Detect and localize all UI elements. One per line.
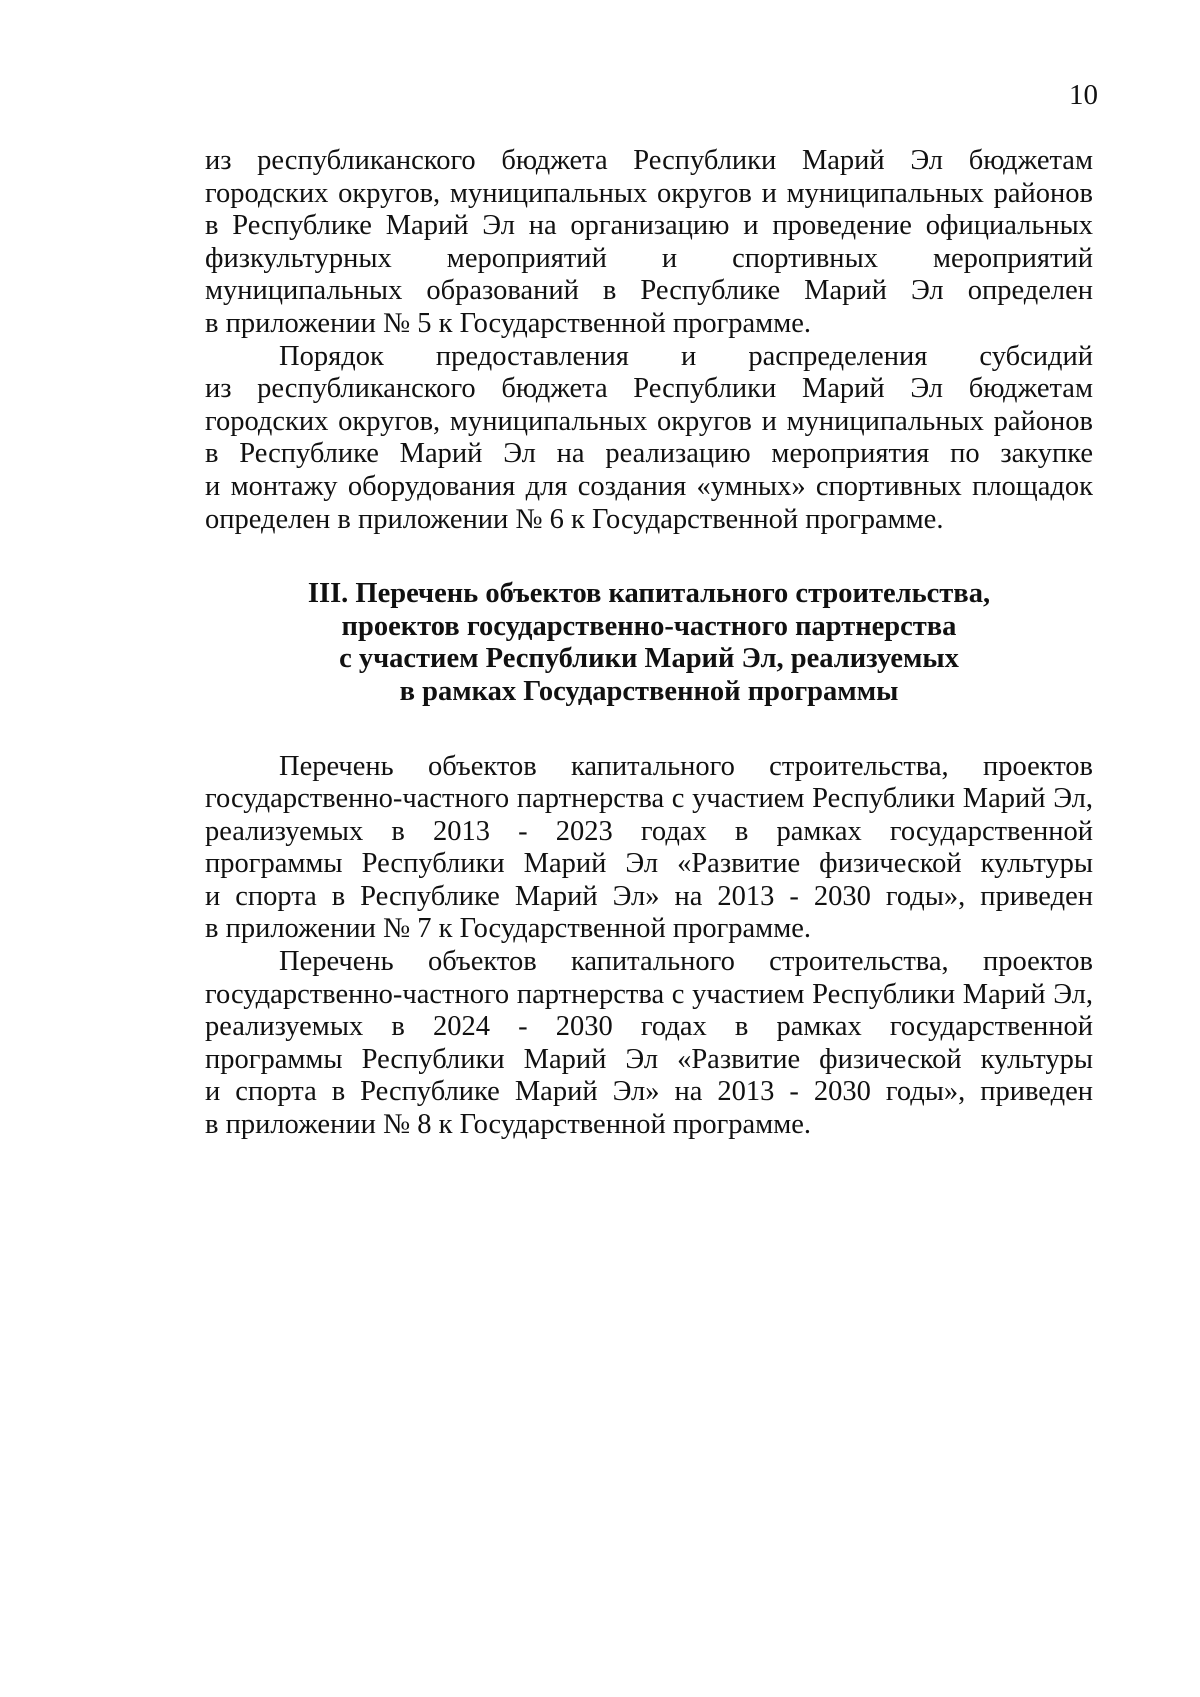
text-line: и спорта в Республике Марий Эл» на 2013 - 2030 годы», приведен (205, 1076, 1093, 1108)
text-line: программы Республики Марий Эл «Развитие физической культуры (205, 848, 1093, 880)
paragraph-smart-sports-grounds (205, 341, 1093, 537)
text-line: определен в приложении № 6 к Государственной программе. (205, 503, 944, 535)
text-line: программы Республики Марий Эл «Развитие физической культуры (205, 1043, 1093, 1075)
text-line: в приложении № 8 к Государственной программе. (205, 1109, 812, 1141)
paragraph-list-2024-2030 (205, 946, 1093, 1142)
heading-line: проектов государственно-частного партнерства (341, 610, 957, 642)
text-line: в приложении № 7 к Государственной программе. (205, 913, 812, 945)
heading-line: в рамках Государственной программы (399, 675, 899, 707)
text-line: Перечень объектов капитального строительства, проектов (279, 946, 1093, 978)
page-number: 10 (1069, 79, 1098, 111)
text-line: из республиканского бюджета Республики Марий Эл бюджетам (205, 145, 1093, 176)
section-heading (205, 578, 1093, 708)
text-line: физкультурных мероприятий и спортивных мероприятий (205, 242, 1093, 274)
document-body (205, 145, 1093, 1142)
text-line: государственно-частного партнерства с участием Республики Марий Эл, (205, 783, 1093, 815)
text-line: и монтажу оборудования для создания «умных» спортивных площадок (205, 470, 1093, 502)
heading-line: с участием Республики Марий Эл, реализуемых (339, 643, 959, 675)
text-line: Перечень объектов капитального строительства, проектов (279, 750, 1093, 782)
text-line: государственно-частного партнерства с участием Республики Марий Эл, (205, 978, 1093, 1010)
text-line: в Республике Марий Эл на реализацию мероприятия по закупке (205, 438, 1093, 470)
heading-line: III. Перечень объектов капитального строительства, (307, 578, 991, 610)
text-line: реализуемых в 2013 - 2023 годах в рамках государственной (205, 815, 1093, 847)
text-line: в приложении № 5 к Государственной программе. (205, 307, 812, 339)
text-line: в Республике Марий Эл на организацию и проведение официальных (205, 210, 1093, 242)
paragraph-subsidy-order-continuation (205, 145, 1093, 341)
text-line: городских округов, муниципальных округов и муниципальных районов (205, 405, 1093, 437)
paragraph-list-2013-2023 (205, 751, 1093, 947)
text-line: муниципальных образований в Республике Марий Эл определен (205, 275, 1093, 307)
text-line: реализуемых в 2024 - 2030 годах в рамках государственной (205, 1011, 1093, 1043)
text-line: городских округов, муниципальных округов и муниципальных районов (205, 177, 1093, 209)
text-line: из республиканского бюджета Республики Марий Эл бюджетам (205, 373, 1093, 405)
text-line: и спорта в Республике Марий Эл» на 2013 - 2030 годы», приведен (205, 880, 1093, 912)
text-line: Порядок предоставления и распределения субсидий (279, 340, 1093, 372)
